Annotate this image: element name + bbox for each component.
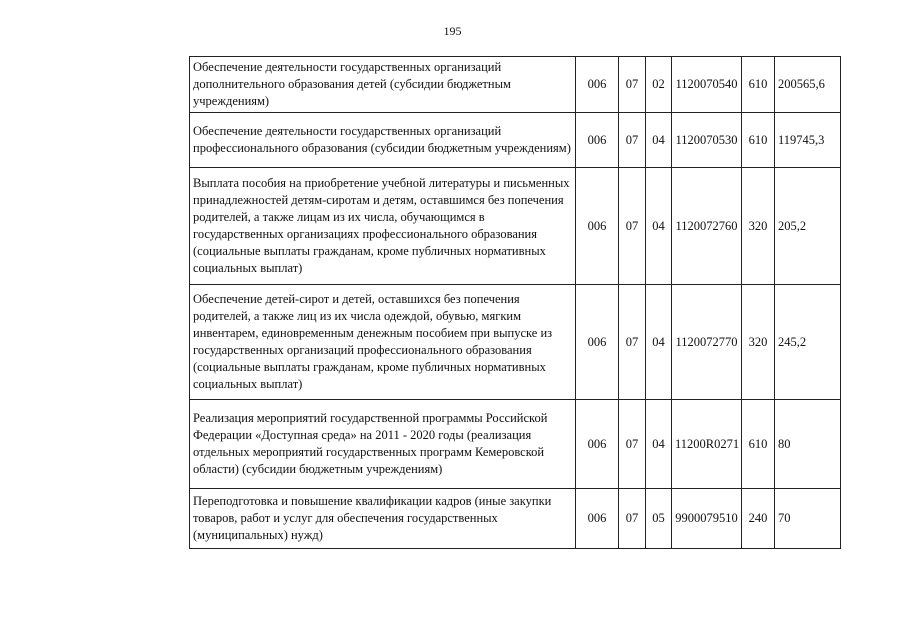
expense-type-code: 610: [742, 57, 775, 113]
table-row: [190, 113, 841, 168]
amount-value: 200565,6: [775, 57, 841, 113]
section-code: 07: [619, 57, 646, 113]
target-article-code: 9900079510: [672, 489, 742, 549]
table-row: [190, 489, 841, 549]
budget-table: [189, 56, 841, 549]
target-article-code: 1120070540: [672, 57, 742, 113]
subsection-code: 05: [646, 489, 672, 549]
row-name: Обеспечение деятельности государственных организаций дополнительного образования детей (субсидии бюджетным учреждениям): [190, 57, 576, 113]
amount-value: 80: [775, 400, 841, 489]
expense-type-code: 610: [742, 400, 775, 489]
section-code: 07: [619, 285, 646, 400]
row-name: Обеспечение деятельности государственных организаций профессионального образования (субсидии бюджетным учреждениям): [190, 113, 576, 168]
ministry-code: 006: [576, 285, 619, 400]
expense-type-code: 320: [742, 285, 775, 400]
subsection-code: 04: [646, 400, 672, 489]
table-row: [190, 168, 841, 285]
row-name: Реализация мероприятий государственной программы Российской Федерации «Доступная среда» на 2011 - 2020 годы (реализация отдельных мероприятий государственных программ Кемеровской области) (субсидии бюджетным учреждениям): [190, 400, 576, 489]
subsection-code: 04: [646, 285, 672, 400]
ministry-code: 006: [576, 489, 619, 549]
expense-type-code: 320: [742, 168, 775, 285]
section-code: 07: [619, 168, 646, 285]
target-article-code: 1120070530: [672, 113, 742, 168]
section-code: 07: [619, 400, 646, 489]
ministry-code: 006: [576, 400, 619, 489]
amount-value: 119745,3: [775, 113, 841, 168]
expense-type-code: 610: [742, 113, 775, 168]
ministry-code: 006: [576, 168, 619, 285]
target-article-code: 1120072760: [672, 168, 742, 285]
subsection-code: 02: [646, 57, 672, 113]
target-article-code: 1120072770: [672, 285, 742, 400]
target-article-code: 11200R0271: [672, 400, 742, 489]
amount-value: 245,2: [775, 285, 841, 400]
page-number: 195: [443, 24, 462, 38]
row-name: Переподготовка и повышение квалификации кадров (иные закупки товаров, работ и услуг для обеспечения государственных (муниципальных) нужд): [190, 489, 576, 549]
section-code: 07: [619, 113, 646, 168]
ministry-code: 006: [576, 113, 619, 168]
section-code: 07: [619, 489, 646, 549]
ministry-code: 006: [576, 57, 619, 113]
row-name: Выплата пособия на приобретение учебной литературы и письменных принадлежностей детям-сиротам и детям, оставшимся без попечения родителей, а также лицам из их числа, обучающимся в государственных организациях профессионального образования (социальные выплаты гражданам, кроме публичных нормативных социальных выплат): [190, 168, 576, 285]
subsection-code: 04: [646, 168, 672, 285]
table-row: [190, 57, 841, 113]
table-row: [190, 400, 841, 489]
amount-value: 205,2: [775, 168, 841, 285]
expense-type-code: 240: [742, 489, 775, 549]
row-name: Обеспечение детей-сирот и детей, оставшихся без попечения родителей, а также лиц из их числа одеждой, обувью, мягким инвентарем, единовременным денежным пособием при выпуске из государственных организаций профессионального образования (социальные выплаты гражданам, кроме публичных нормативных социальных выплат): [190, 285, 576, 400]
table-row: [190, 285, 841, 400]
amount-value: 70: [775, 489, 841, 549]
subsection-code: 04: [646, 113, 672, 168]
